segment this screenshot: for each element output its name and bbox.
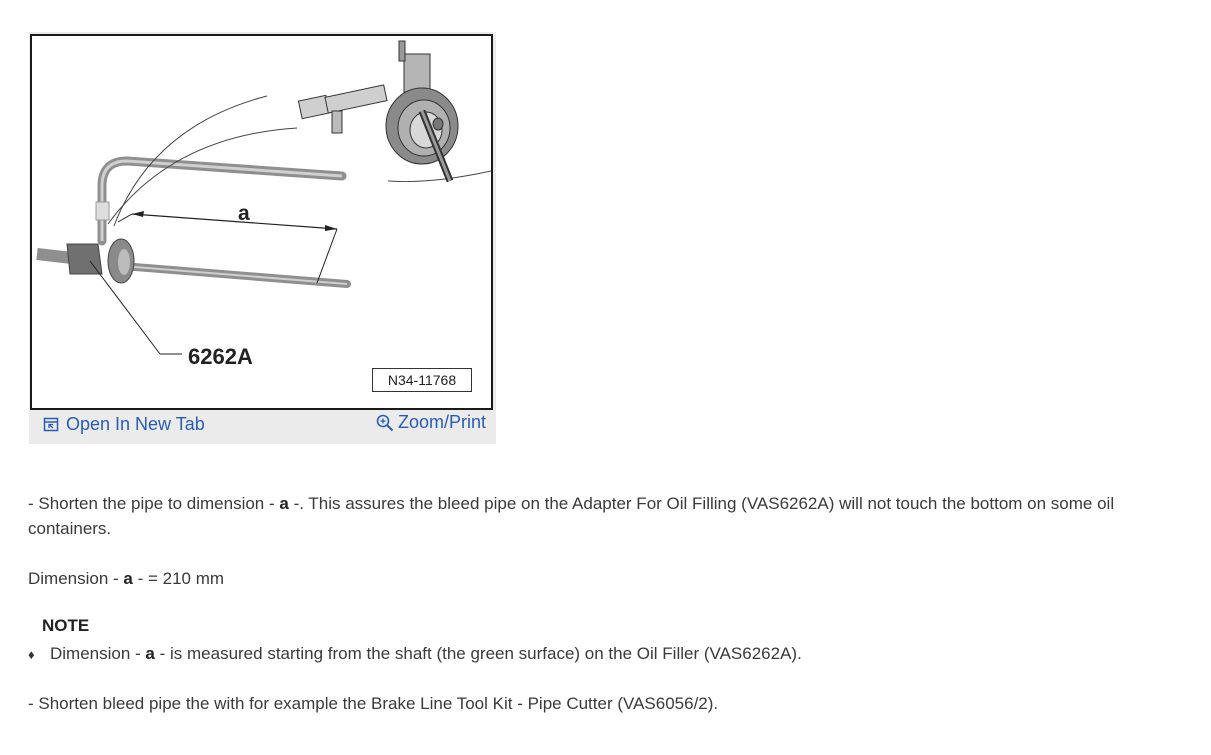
zoom-print-link[interactable]	[376, 412, 486, 433]
dimension-value	[28, 566, 224, 591]
figure-panel	[29, 32, 496, 444]
zoom-in-icon	[376, 414, 394, 432]
step1-prefix: - Shorten the pipe to dimension -	[28, 494, 280, 513]
open-in-new-tab-label: Open In New Tab	[66, 414, 205, 434]
dimension-a: a	[123, 569, 133, 588]
step-shorten-bleed-pipe: - Shorten bleed pipe the with for example the Brake Line Tool Kit - Pipe Cutter (VAS6056/2).	[28, 694, 719, 713]
note-suffix: - is measured starting from the shaft (the green surface) on the Oil Filler (VAS6262A).	[154, 644, 802, 663]
note-dimension-a: a	[145, 644, 155, 663]
note-prefix: Dimension -	[50, 644, 146, 663]
step-shorten-pipe	[28, 491, 1188, 541]
figure-actions-bar	[29, 410, 496, 442]
note-heading: NOTE	[42, 616, 90, 635]
technical-illustration	[30, 34, 493, 410]
dimension-prefix: Dimension -	[28, 569, 124, 588]
diamond-bullet-icon: ♦	[28, 647, 35, 662]
note-item	[28, 641, 802, 667]
dimension-suffix: - = 210 mm	[132, 569, 225, 588]
step1-dimension-a: a	[279, 494, 289, 513]
oil-filler-adapter-drawing	[32, 36, 491, 408]
dimension-a-label: a	[238, 202, 250, 225]
figure-id-label: N34-11768	[372, 368, 472, 392]
open-in-new-tab-icon	[43, 416, 60, 433]
step1-suffix: -. This assures the bleed pipe on the Adapter For Oil Filling (VAS6262A) will not touch the bottom on some oil containers.	[28, 494, 1115, 538]
zoom-print-label: Zoom/Print	[397, 412, 486, 432]
tool-number-label: 6262A	[188, 344, 253, 369]
open-in-new-tab-link[interactable]	[43, 414, 205, 435]
